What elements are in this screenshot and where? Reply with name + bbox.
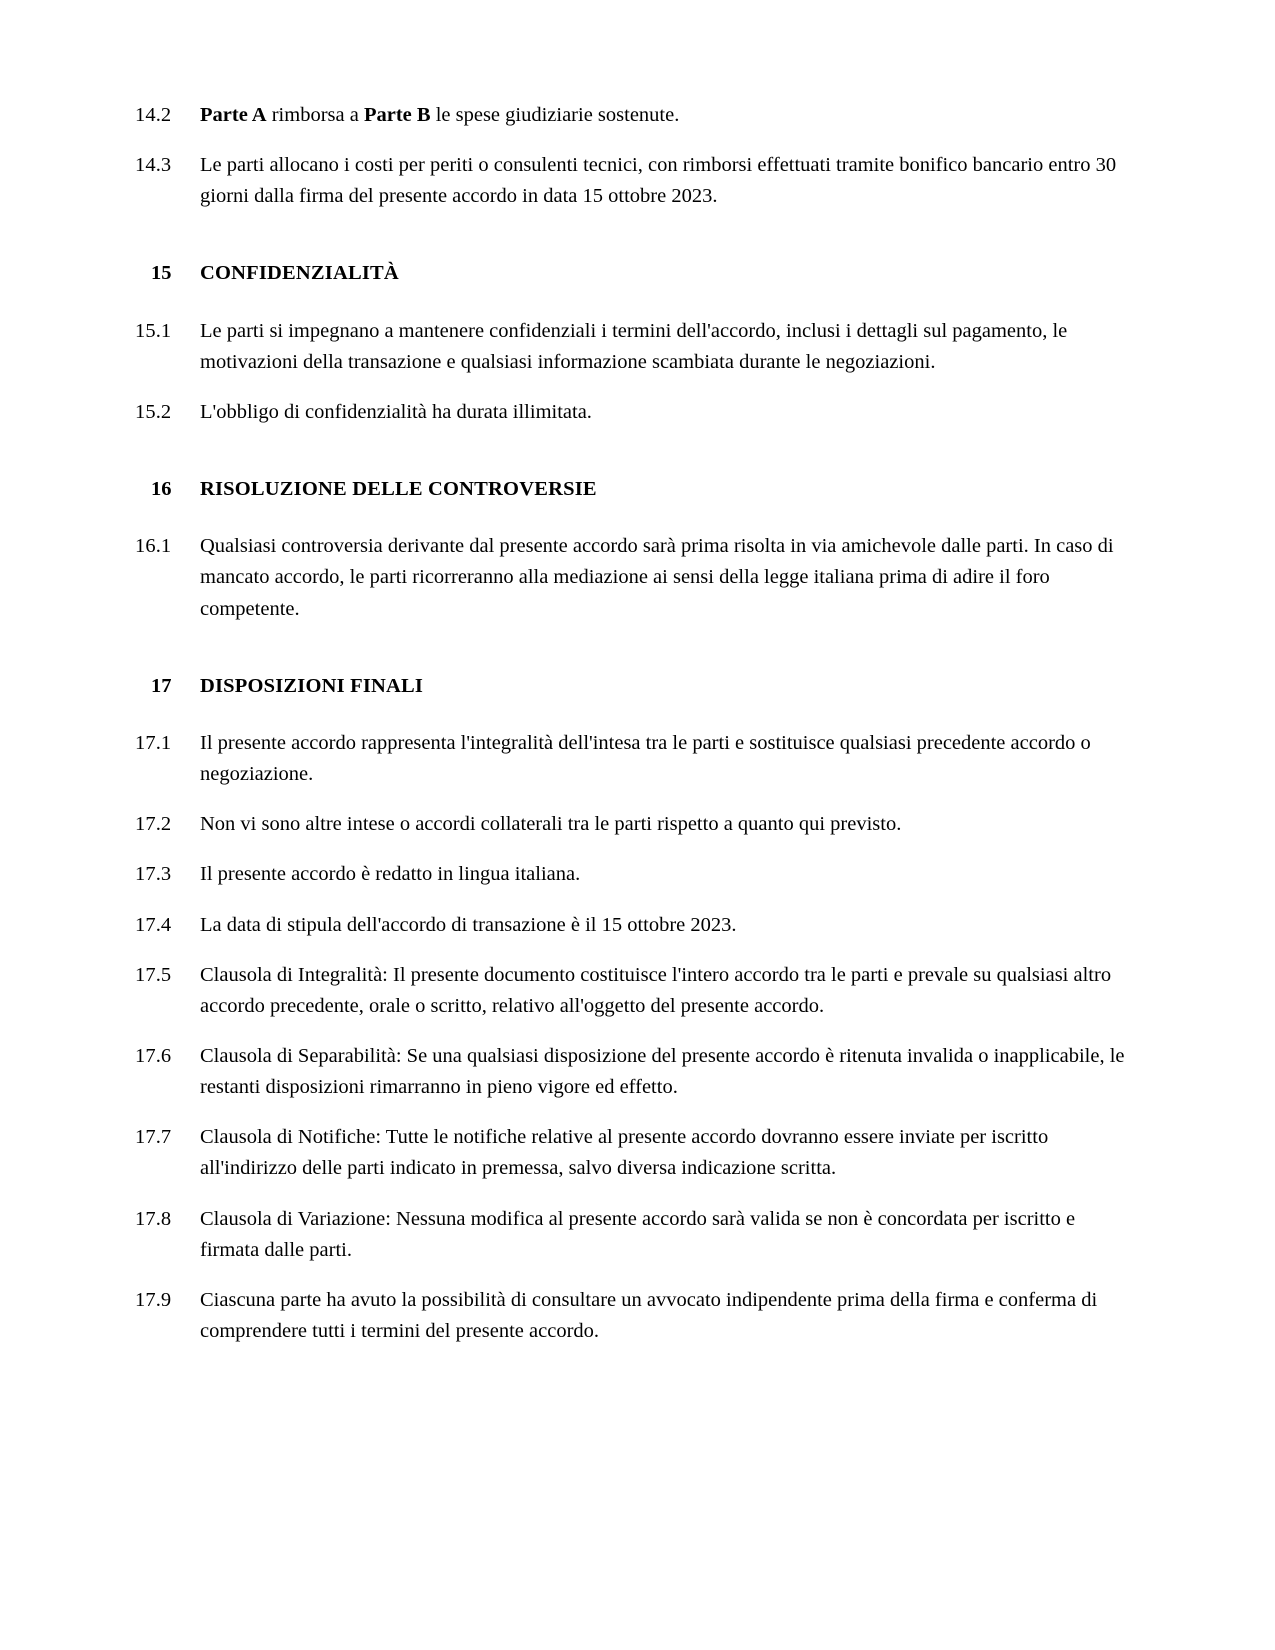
- clause-number: 17.4: [135, 913, 172, 936]
- clause-text: [200, 1204, 1135, 1266]
- clause-text-segment: Clausola di Integralità: Il presente documento costituisce l'intero accordo tra le parti e prevale su qualsiasi altro accordo precedente, orale o scritto, relativo all'oggetto del presente accordo.: [200, 963, 1112, 1017]
- clause-text: [200, 397, 1135, 428]
- section-number: 17: [151, 674, 172, 697]
- clause-text: [200, 1041, 1135, 1103]
- clause-number: 14.3: [135, 154, 172, 177]
- clause-row: [135, 1285, 1135, 1347]
- section-number: 16: [151, 478, 172, 501]
- clause-number: 17.7: [135, 1126, 172, 1149]
- clause-text-segment: La data di stipula dell'accordo di transazione è il 15 ottobre 2023.: [200, 913, 737, 936]
- clause-text-segment: Non vi sono altre intese o accordi collaterali tra le parti rispetto a quanto qui previsto.: [200, 813, 902, 836]
- clause-number: 15.2: [135, 400, 172, 423]
- clause-number: 14.2: [135, 104, 172, 126]
- clause-text-segment: Qualsiasi controversia derivante dal presente accordo sarà prima risolta in via amichevole dalle parti. In caso di mancato accordo, le parti ricorreranno alla mediazione ai sensi della legge italiana prima di adire il foro competente.: [200, 535, 1114, 620]
- clause-emphasis: Parte A: [200, 104, 267, 126]
- section-number: 15: [151, 262, 172, 285]
- clause-row: [135, 150, 1135, 212]
- section-heading: [135, 671, 1135, 702]
- clause-number: 17.1: [135, 731, 172, 754]
- clause-text-segment: Le parti allocano i costi per periti o consulenti tecnici, con rimborsi effettuati tramite bonifico bancario entro 30 giorni dalla firma del presente accordo in data 15 ottobre 2023.: [200, 154, 1117, 208]
- clause-text: [200, 910, 1135, 941]
- clause-number: 17.9: [135, 1288, 172, 1311]
- clause-number: 15.1: [135, 319, 172, 342]
- clause-text-segment: Il presente accordo è redatto in lingua italiana.: [200, 863, 581, 886]
- section-heading: [135, 258, 1135, 289]
- clause-row: [135, 1041, 1135, 1103]
- clause-text-segment: Clausola di Notifiche: Tutte le notifiche relative al presente accordo dovranno essere inviate per iscritto all'indirizzo delle parti indicato in premessa, salvo diversa indicazione scritta.: [200, 1126, 1049, 1180]
- clause-text: [200, 1285, 1135, 1347]
- section-heading: [135, 474, 1135, 505]
- clause-text-segment: Il presente accordo rappresenta l'integralità dell'intesa tra le parti e sostituisce qualsiasi precedente accordo o negoziazione.: [200, 731, 1091, 786]
- clause-number: 17.3: [135, 863, 172, 886]
- section-title: CONFIDENZIALITÀ: [200, 262, 399, 285]
- clause-number: 17.6: [135, 1044, 172, 1067]
- clause-text-segment: le spese giudiziarie sostenute.: [430, 104, 680, 126]
- clause-number: 17.2: [135, 813, 172, 836]
- clause-number: 17.5: [135, 963, 172, 986]
- clause-row: [135, 1204, 1135, 1266]
- section-title: RISOLUZIONE DELLE CONTROVERSIE: [200, 478, 597, 501]
- clause-row: [135, 531, 1135, 624]
- clause-text: [200, 100, 1135, 131]
- clause-row: [135, 100, 1135, 131]
- clause-text-segment: rimborsa a: [266, 104, 364, 126]
- clause-row: [135, 809, 1135, 840]
- document-body: [135, 100, 1135, 1347]
- clause-text-segment: L'obbligo di confidenzialità ha durata illimitata.: [200, 400, 592, 423]
- clause-row: [135, 910, 1135, 941]
- clause-number: 16.1: [135, 535, 172, 558]
- clause-row: [135, 1122, 1135, 1184]
- clause-text: [200, 960, 1135, 1022]
- clause-text: [200, 531, 1135, 624]
- clause-text: [200, 1122, 1135, 1184]
- clause-text-segment: Clausola di Variazione: Nessuna modifica al presente accordo sarà valida se non è concordata per iscritto e firmata dalle parti.: [200, 1207, 1076, 1261]
- clause-text-segment: Le parti si impegnano a mantenere confidenziali i termini dell'accordo, inclusi i dettagli sul pagamento, le motivazioni della transazione e qualsiasi informazione scambiata durante le negoziazioni.: [200, 319, 1068, 373]
- section-title: DISPOSIZIONI FINALI: [200, 674, 424, 697]
- clause-number: 17.8: [135, 1207, 172, 1230]
- clause-text-segment: Ciascuna parte ha avuto la possibilità di consultare un avvocato indipendente prima della firma e conferma di comprendere tutti i termini del presente accordo.: [200, 1288, 1098, 1343]
- clause-row: [135, 960, 1135, 1022]
- clause-text-segment: Clausola di Separabilità: Se una qualsiasi disposizione del presente accordo è ritenuta invalida o inapplicabile, le restanti disposizioni rimarranno in pieno vigore ed effetto.: [200, 1044, 1125, 1099]
- clause-row: [135, 728, 1135, 790]
- clause-row: [135, 859, 1135, 890]
- clause-text: [200, 150, 1135, 212]
- clause-text: [200, 809, 1135, 840]
- clause-text: [200, 316, 1135, 378]
- clause-emphasis: Parte B: [363, 104, 431, 126]
- clause-row: [135, 316, 1135, 378]
- clause-row: [135, 397, 1135, 428]
- clause-text: [200, 859, 1135, 890]
- clause-text: [200, 728, 1135, 790]
